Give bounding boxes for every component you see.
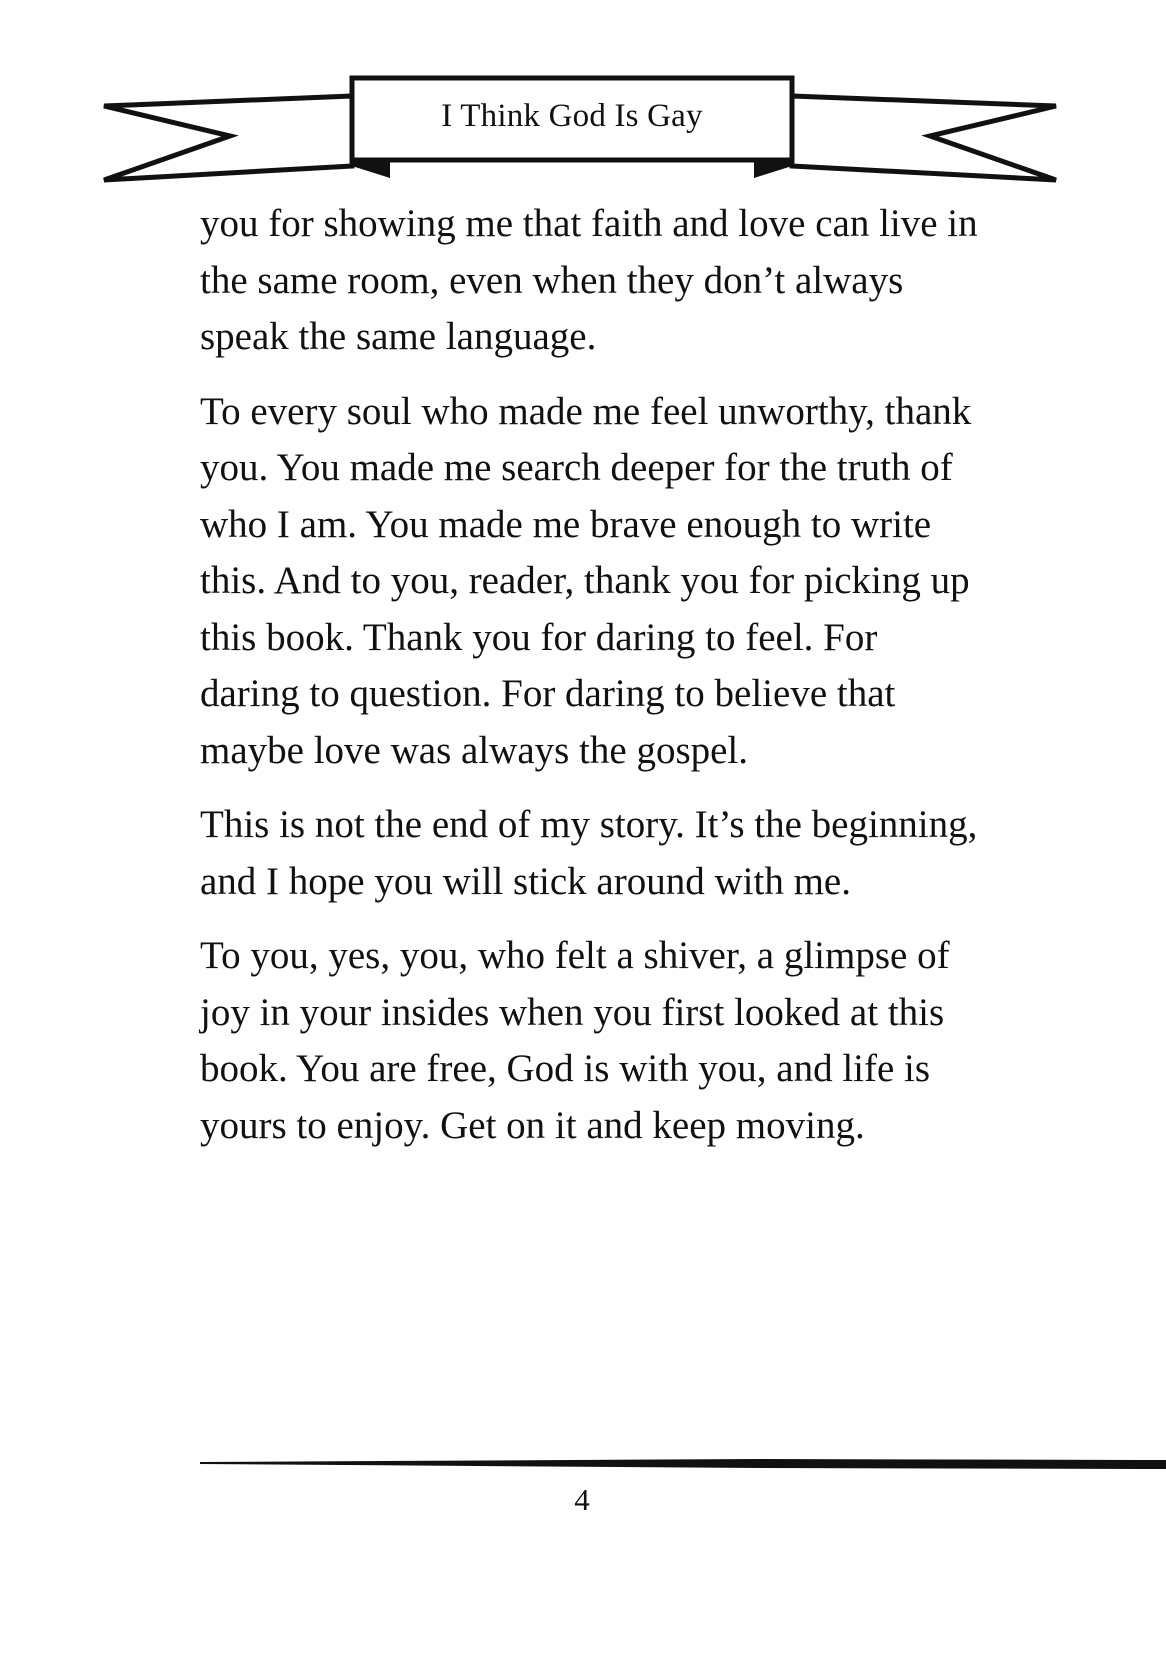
paragraph: To you, yes, you, who felt a shiver, a glimpse of joy in your insides when you first looked at this book. You are free, God is with you, and life is yours to enjoy. Get on it and keep moving. [200,934,950,1147]
page-body [200,196,980,1172]
paragraph: you for showing me that faith and love can live in the same room, even when they don’t always speak the same language. [200,202,978,358]
page-number: 4 [574,1482,590,1517]
footer-divider [200,1456,1166,1477]
running-header-title: I Think God Is Gay [441,98,703,134]
header-ribbon-banner [100,70,1060,190]
paragraph: To every soul who made me feel unworthy, thank you. You made me search deeper for the truth of who I am. You made me brave enough to write this. And to you, reader, thank you for picking up this book. Thank you for daring to feel. For daring to question. For daring to believe that maybe love was always the gospel. [200,389,972,772]
paragraph: This is not the end of my story. It’s the beginning, and I hope you will stick around with me. [200,803,978,903]
